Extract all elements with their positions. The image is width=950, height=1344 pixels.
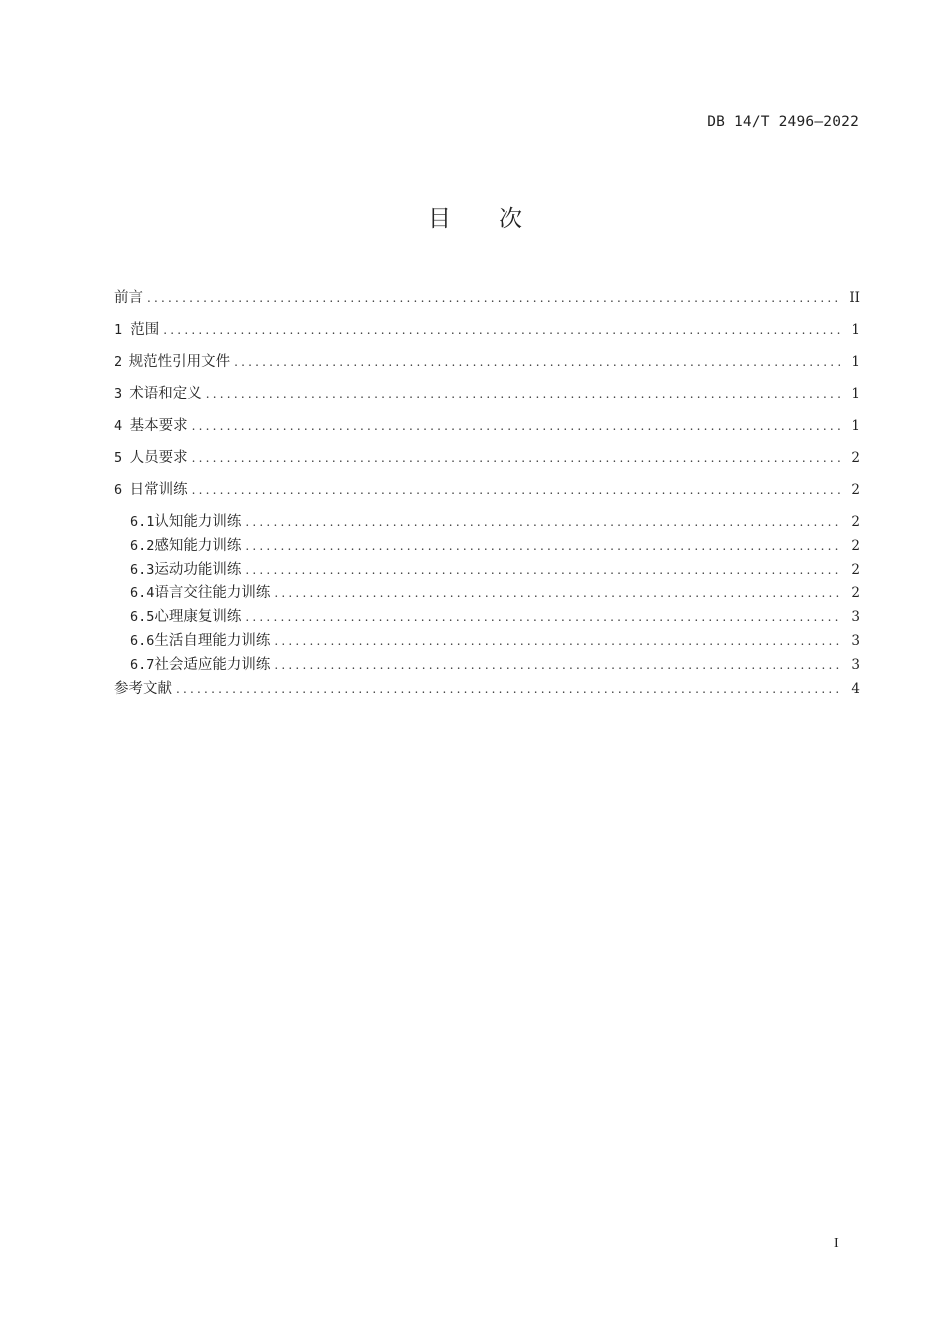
document-code: DB 14/T 2496—2022 [707,114,859,130]
table-of-contents [114,286,860,709]
toc-entry-number: 6 [114,482,123,498]
toc-entry-label: 人员要求 [129,450,188,466]
page-title-char-1: 目 [428,206,451,232]
toc-entry-label: 心理康复训练 [154,609,242,626]
toc-leader-dots [192,478,840,502]
toc-leader-dots [274,653,840,677]
toc-leader-dots [245,605,840,629]
toc-leader-dots [176,677,840,701]
footer-page-number: I [834,1236,839,1251]
toc-entry-number: 6.6 [130,632,155,649]
toc-entry-page: 1 [851,418,860,434]
toc-entry-number: 4 [114,418,123,434]
toc-entry-label: 社会适应能力训练 [154,656,271,673]
toc-entry-label: 生活自理能力训练 [154,632,271,649]
toc-leader-dots [245,510,840,534]
toc-entry[interactable] [114,653,860,677]
toc-entry[interactable] [114,382,860,414]
toc-entry-number: 1 [114,322,123,338]
toc-entry[interactable] [114,677,860,709]
toc-entry-label: 日常训练 [129,482,188,498]
toc-leader-dots [192,446,840,470]
toc-entry-number: 6.4 [130,585,155,602]
toc-entry-number: 6.1 [130,514,155,530]
toc-entry-page: 2 [851,537,860,554]
page-title-char-2: 次 [499,206,522,232]
toc-entry-label: 规范性引用文件 [128,354,231,370]
toc-entry[interactable] [114,534,860,558]
toc-entry-label: 认知能力训练 [154,514,242,530]
toc-entry[interactable] [114,478,860,510]
toc-entry[interactable] [114,446,860,478]
toc-entry-number: 6.3 [130,561,155,578]
toc-entry-label: 前言 [114,290,143,306]
toc-entry-label: 语言交往能力训练 [154,585,271,602]
toc-leader-dots [245,534,840,558]
toc-leader-dots [206,382,840,406]
toc-entry-number: 6.5 [130,609,155,626]
toc-leader-dots [147,286,838,310]
toc-leader-dots [274,581,840,605]
toc-leader-dots [234,350,840,374]
toc-leader-dots [274,629,840,653]
toc-entry-label: 运动功能训练 [154,561,242,578]
toc-entry-page: 3 [851,609,860,626]
toc-entry-page: 2 [851,585,860,602]
toc-leader-dots [163,318,840,342]
toc-entry[interactable] [114,510,860,534]
toc-entry-number: 2 [114,354,123,370]
toc-entry-page: 2 [851,514,860,530]
toc-entry[interactable] [114,558,860,582]
toc-entry-label: 范围 [130,322,160,338]
toc-entry[interactable] [114,629,860,653]
toc-entry[interactable] [114,318,860,350]
toc-leader-dots [192,414,840,438]
toc-leader-dots [245,558,840,582]
toc-entry[interactable] [114,581,860,605]
toc-entry-number: 6.7 [130,656,155,673]
toc-entry-page: 3 [851,656,860,673]
page-title [0,200,950,233]
toc-entry-label: 参考文献 [114,680,172,697]
toc-entry-page: 2 [851,450,860,466]
toc-entry-page: 3 [851,632,860,649]
toc-entry-number: 6.2 [130,537,155,554]
toc-entry-page: 1 [851,354,860,370]
toc-entry-page: 1 [851,322,860,338]
toc-entry-page: 1 [851,386,860,402]
toc-entry-page: 2 [851,482,860,498]
toc-entry[interactable] [114,605,860,629]
toc-entry[interactable] [114,350,860,382]
toc-entry-label: 感知能力训练 [154,537,242,554]
toc-entry-page: II [849,290,860,306]
toc-entry-page: 2 [851,561,860,578]
toc-entry-number: 5 [114,450,123,466]
toc-entry[interactable] [114,286,860,318]
toc-entry-page: 4 [851,680,860,697]
toc-entry-label: 基本要求 [129,418,188,434]
toc-entry-number: 3 [114,386,123,402]
toc-entry-label: 术语和定义 [129,386,202,402]
toc-entry[interactable] [114,414,860,446]
